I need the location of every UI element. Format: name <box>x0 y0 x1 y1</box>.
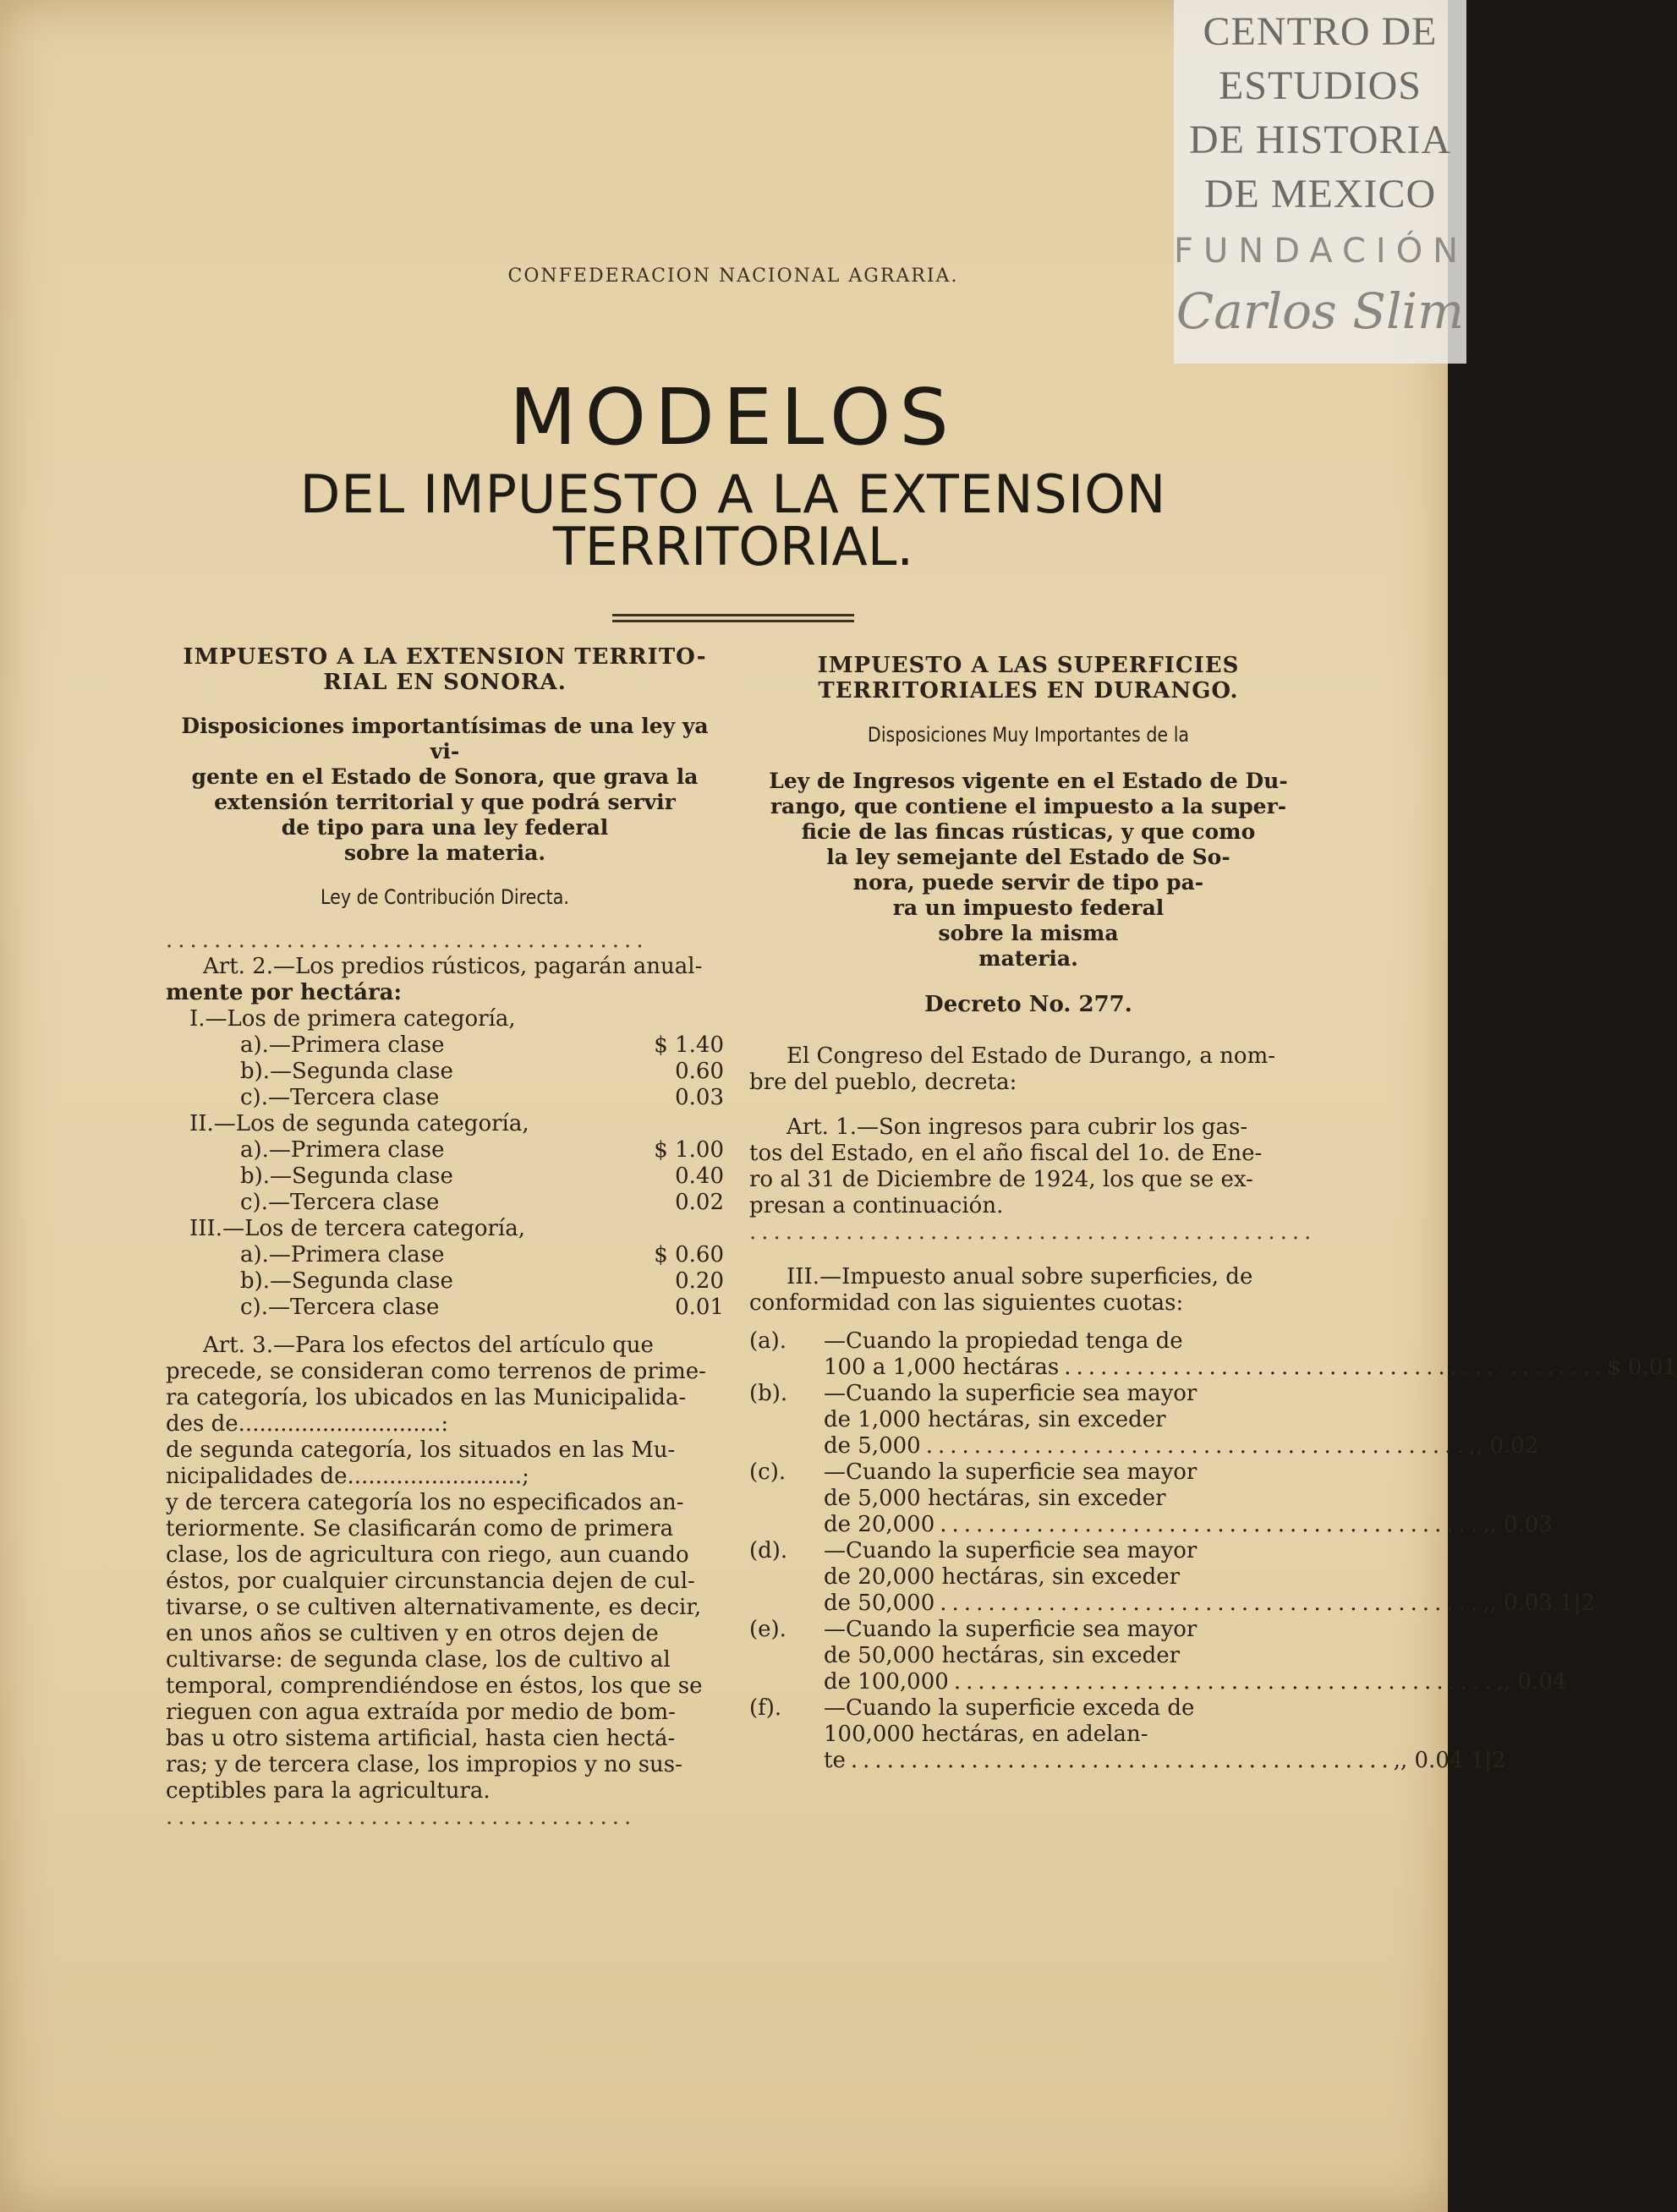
left-heading-line: IMPUESTO A LA EXTENSION TERRITO- <box>183 644 707 670</box>
art3-line: Art. 3.—Para los efectos del artículo que <box>203 1333 654 1358</box>
quota-item: (c). —Cuando la superficie sea mayor de 5,000 hectáras, sin exceder de 20,000 ............................................. ,, 0.03 <box>749 1459 1553 1537</box>
left-intro <box>166 714 724 866</box>
art3-line: y de tercera categoría los no especificados an- <box>166 1490 684 1515</box>
rate-row <box>166 1268 724 1295</box>
quota-label: (d). <box>749 1538 788 1563</box>
intro-line: sobre la misma <box>938 921 1119 945</box>
org-header: CONFEDERACION NACIONAL AGRARIA. <box>507 266 959 287</box>
art3-line: de segunda categoría, los situados en las Mu- <box>166 1437 676 1463</box>
quota-text: de 50,000 hectáras, sin exceder <box>824 1643 1181 1668</box>
left-column <box>166 644 724 1831</box>
category-3: III.—Los de tercera categoría, <box>189 1216 526 1241</box>
rate-value: 0.40 <box>675 1163 724 1189</box>
watermark-line: DE MEXICO <box>1203 172 1437 216</box>
quota-label: (a). <box>749 1328 787 1354</box>
quota-text: —Cuando la superficie sea mayor <box>824 1617 1197 1642</box>
title-rule-bottom <box>612 620 854 622</box>
art3-line: conformidad con las siguientes cuotas: <box>749 1290 1184 1316</box>
category-2: II.—Los de segunda categoría, <box>189 1111 529 1136</box>
rate-value: 0.02 <box>675 1190 724 1215</box>
quota-text: —Cuando la propiedad tenga de <box>824 1328 1183 1354</box>
quota-item: (e). —Cuando la superficie sea mayor de 50,000 hectáras, sin exceder de 100,000 ............................................. ,, 0.04 <box>749 1617 1567 1695</box>
rate-label: a).—Primera clase <box>240 1032 445 1058</box>
rate-label: a).—Primera clase <box>240 1242 445 1268</box>
rate-label: c).—Tercera clase <box>240 1085 440 1110</box>
rate-value: $ 0.60 <box>654 1242 724 1268</box>
quota-text: de 20,000 hectáras, sin exceder <box>824 1564 1181 1590</box>
quota-label: (b). <box>749 1381 788 1406</box>
rate-row <box>166 1137 724 1163</box>
art3-paragraph <box>166 1333 724 1804</box>
quota-item: (b). —Cuando la superficie sea mayor de 1,000 hectáras, sin exceder de 5,000 ............................................. ,, 0.02 <box>749 1381 1539 1459</box>
dots-divider: ........................................ <box>166 928 649 953</box>
rate-label: c).—Tercera clase <box>240 1295 440 1320</box>
rate-row <box>166 1190 724 1216</box>
art2-line: Art. 2.—Los predios rústicos, pagarán anual- <box>203 954 703 979</box>
quota-item: (a). —Cuando la propiedad tenga de 100 a 1,000 hectáras ............................................. $ 0.01 <box>749 1328 1677 1380</box>
right-subtitle: Disposiciones Muy Importantes de la <box>867 723 1190 747</box>
art3-line: ra categoría, los ubicados en las Municipalida- <box>166 1385 687 1410</box>
right-heading-line: TERRITORIALES EN DURANGO. <box>818 678 1239 704</box>
quota-range: de 50,000 <box>824 1591 935 1616</box>
art3-line: cultivarse: de segunda clase, los de cultivo al <box>166 1647 671 1673</box>
rate-row <box>166 1163 724 1190</box>
rate-row <box>166 1059 724 1085</box>
right-intro <box>749 769 1307 972</box>
art3-line: ceptibles para la agricultura. <box>166 1778 490 1804</box>
rate-value: 0.03 <box>675 1085 724 1110</box>
watermark-line: DE HISTORIA <box>1188 118 1452 162</box>
quota-value: ,, 0.04 1|2 <box>1393 1748 1506 1773</box>
intro-line: Ley de Ingresos vigente en el Estado de Du- <box>769 769 1288 793</box>
right-heading-line: IMPUESTO A LAS SUPERFICIES <box>817 653 1240 678</box>
art3-line: des de.............................: <box>166 1411 449 1437</box>
left-heading <box>166 644 724 695</box>
art3-line: tivarse, o se cultiven alternativamente, es decir, <box>166 1595 702 1620</box>
title-rule-top <box>612 614 854 616</box>
art3-line: nicipalidades de.........................; <box>166 1464 529 1489</box>
art1-line: ro al 31 de Diciembre de 1924, los que se ex- <box>749 1167 1253 1192</box>
rate-label: c).—Tercera clase <box>240 1190 440 1215</box>
watermark-foundation: FUNDACIÓN <box>1174 232 1469 271</box>
art3-line: ras; y de tercera clase, los impropios y no sus- <box>166 1752 682 1777</box>
main-title: MODELOS <box>509 372 957 463</box>
quota-label: (f). <box>749 1695 782 1721</box>
art3-line: rieguen con agua extraída por medio de bom- <box>166 1700 676 1725</box>
rate-value: 0.20 <box>675 1268 724 1294</box>
art1-line: Art. 1.—Son ingresos para cubrir los gas- <box>786 1114 1248 1140</box>
congress-line: El Congreso del Estado de Durango, a nom- <box>786 1043 1276 1069</box>
dots-divider: ....................................... <box>166 1804 637 1830</box>
quota-text: —Cuando la superficie sea mayor <box>824 1381 1197 1406</box>
watermark-line: ESTUDIOS <box>1218 63 1422 108</box>
art3-line: éstos, por cualquier circunstancia dejen de cul- <box>166 1569 695 1594</box>
quota-value: ,, 0.03 <box>1482 1512 1553 1537</box>
quota-range: de 5,000 <box>824 1433 921 1459</box>
subtitle-line-1: DEL IMPUESTO A LA EXTENSION <box>299 463 1167 525</box>
quota-text: —Cuando la superficie exceda de <box>824 1695 1195 1721</box>
quota-text: —Cuando la superficie sea mayor <box>824 1538 1197 1563</box>
rate-value: 0.60 <box>675 1059 724 1084</box>
rate-row <box>166 1242 724 1268</box>
rate-row <box>166 1295 724 1321</box>
quota-item: (d). —Cuando la superficie sea mayor de 20,000 hectáras, sin exceder de 50,000 ............................................. ,, 0.03 1|2 <box>749 1538 1595 1616</box>
archive-watermark <box>1174 0 1469 364</box>
quota-value: ,, 0.02 <box>1468 1433 1539 1459</box>
intro-line: rango, que contiene el impuesto a la super- <box>770 794 1287 819</box>
art3-line: clase, los de agricultura con riego, aun cuando <box>166 1542 689 1568</box>
art3-line: temporal, comprendiéndose en éstos, los que se <box>166 1673 703 1699</box>
subtitle-line-2: TERRITORIAL. <box>552 516 914 578</box>
art3-line: en unos años se cultiven y en otros dejen de <box>166 1621 659 1646</box>
intro-line: ra un impuesto federal <box>892 895 1165 920</box>
quota-item: (f). —Cuando la superficie exceda de 100,000 hectáras, en adelan- te ............................................. ,, 0.04 1|2 <box>749 1695 1506 1773</box>
quota-label: (e). <box>749 1617 786 1642</box>
left-heading-line: RIAL EN SONORA. <box>323 670 567 695</box>
congress-line: bre del pueblo, decreta: <box>749 1070 1017 1095</box>
intro-line: gente en el Estado de Sonora, que grava la <box>191 764 699 789</box>
quota-text: de 5,000 hectáras, sin exceder <box>824 1486 1166 1511</box>
quota-text: de 1,000 hectáras, sin exceder <box>824 1407 1166 1432</box>
rate-row <box>166 1085 724 1111</box>
intro-line: nora, puede servir de tipo pa- <box>852 870 1204 895</box>
rate-row <box>166 1032 724 1059</box>
quota-range: 100 a 1,000 hectáras <box>824 1355 1060 1380</box>
right-heading <box>749 653 1307 704</box>
right-column <box>749 653 1677 1774</box>
art3-line: precede, se consideran como terrenos de prime- <box>166 1359 706 1384</box>
intro-line: de tipo para una ley federal <box>281 815 609 840</box>
quota-text: —Cuando la superficie sea mayor <box>824 1459 1197 1485</box>
rate-label: b).—Segunda clase <box>240 1059 453 1084</box>
art3-line: bas u otro sistema artificial, hasta cien hectá- <box>166 1726 676 1751</box>
art3-line: III.—Impuesto anual sobre superficies, de <box>786 1264 1253 1289</box>
category-1: I.—Los de primera categoría, <box>189 1006 516 1032</box>
quota-range: te <box>824 1748 846 1773</box>
art1-line: tos del Estado, en el año fiscal del 1o. de Ene- <box>749 1141 1263 1166</box>
quota-range: de 20,000 <box>824 1512 935 1537</box>
watermark-signature: Carlos Slim <box>1176 282 1465 340</box>
quota-range: de 100,000 <box>824 1669 949 1695</box>
quota-label: (c). <box>749 1459 786 1485</box>
decree-title: Decreto No. 277. <box>924 992 1132 1017</box>
art1-line: presan a continuación. <box>749 1193 1004 1218</box>
intro-line: Disposiciones importantísimas de una ley ya vi- <box>181 714 709 764</box>
intro-line: sobre la materia. <box>343 840 546 865</box>
watermark-line: CENTRO DE <box>1203 9 1438 54</box>
intro-line: extensión territorial y que podrá servir <box>214 790 676 814</box>
rate-label: a).—Primera clase <box>240 1137 445 1163</box>
rate-value: $ 1.40 <box>654 1032 724 1058</box>
intro-line: la ley semejante del Estado de So- <box>826 845 1230 869</box>
rate-value: $ 1.00 <box>654 1137 724 1163</box>
quota-value: ,, 0.03 1|2 <box>1482 1591 1595 1616</box>
dots-divider: ............................................... <box>749 1219 1317 1245</box>
quota-text: 100,000 hectáras, en adelan- <box>824 1722 1148 1747</box>
quota-value: $ 0.01 <box>1607 1355 1677 1380</box>
rate-value: 0.01 <box>675 1295 724 1320</box>
intro-line: ficie de las fincas rústicas, y que como <box>801 819 1256 844</box>
art3-line: teriormente. Se clasificarán como de primera <box>166 1516 674 1541</box>
rate-label: b).—Segunda clase <box>240 1268 453 1294</box>
intro-line: materia. <box>978 946 1078 971</box>
quota-value: ,, 0.04 <box>1496 1669 1567 1695</box>
law-title: Ley de Contribución Directa. <box>321 885 569 909</box>
rate-label: b).—Segunda clase <box>240 1163 453 1189</box>
art2-line: mente por hectára: <box>166 980 403 1005</box>
